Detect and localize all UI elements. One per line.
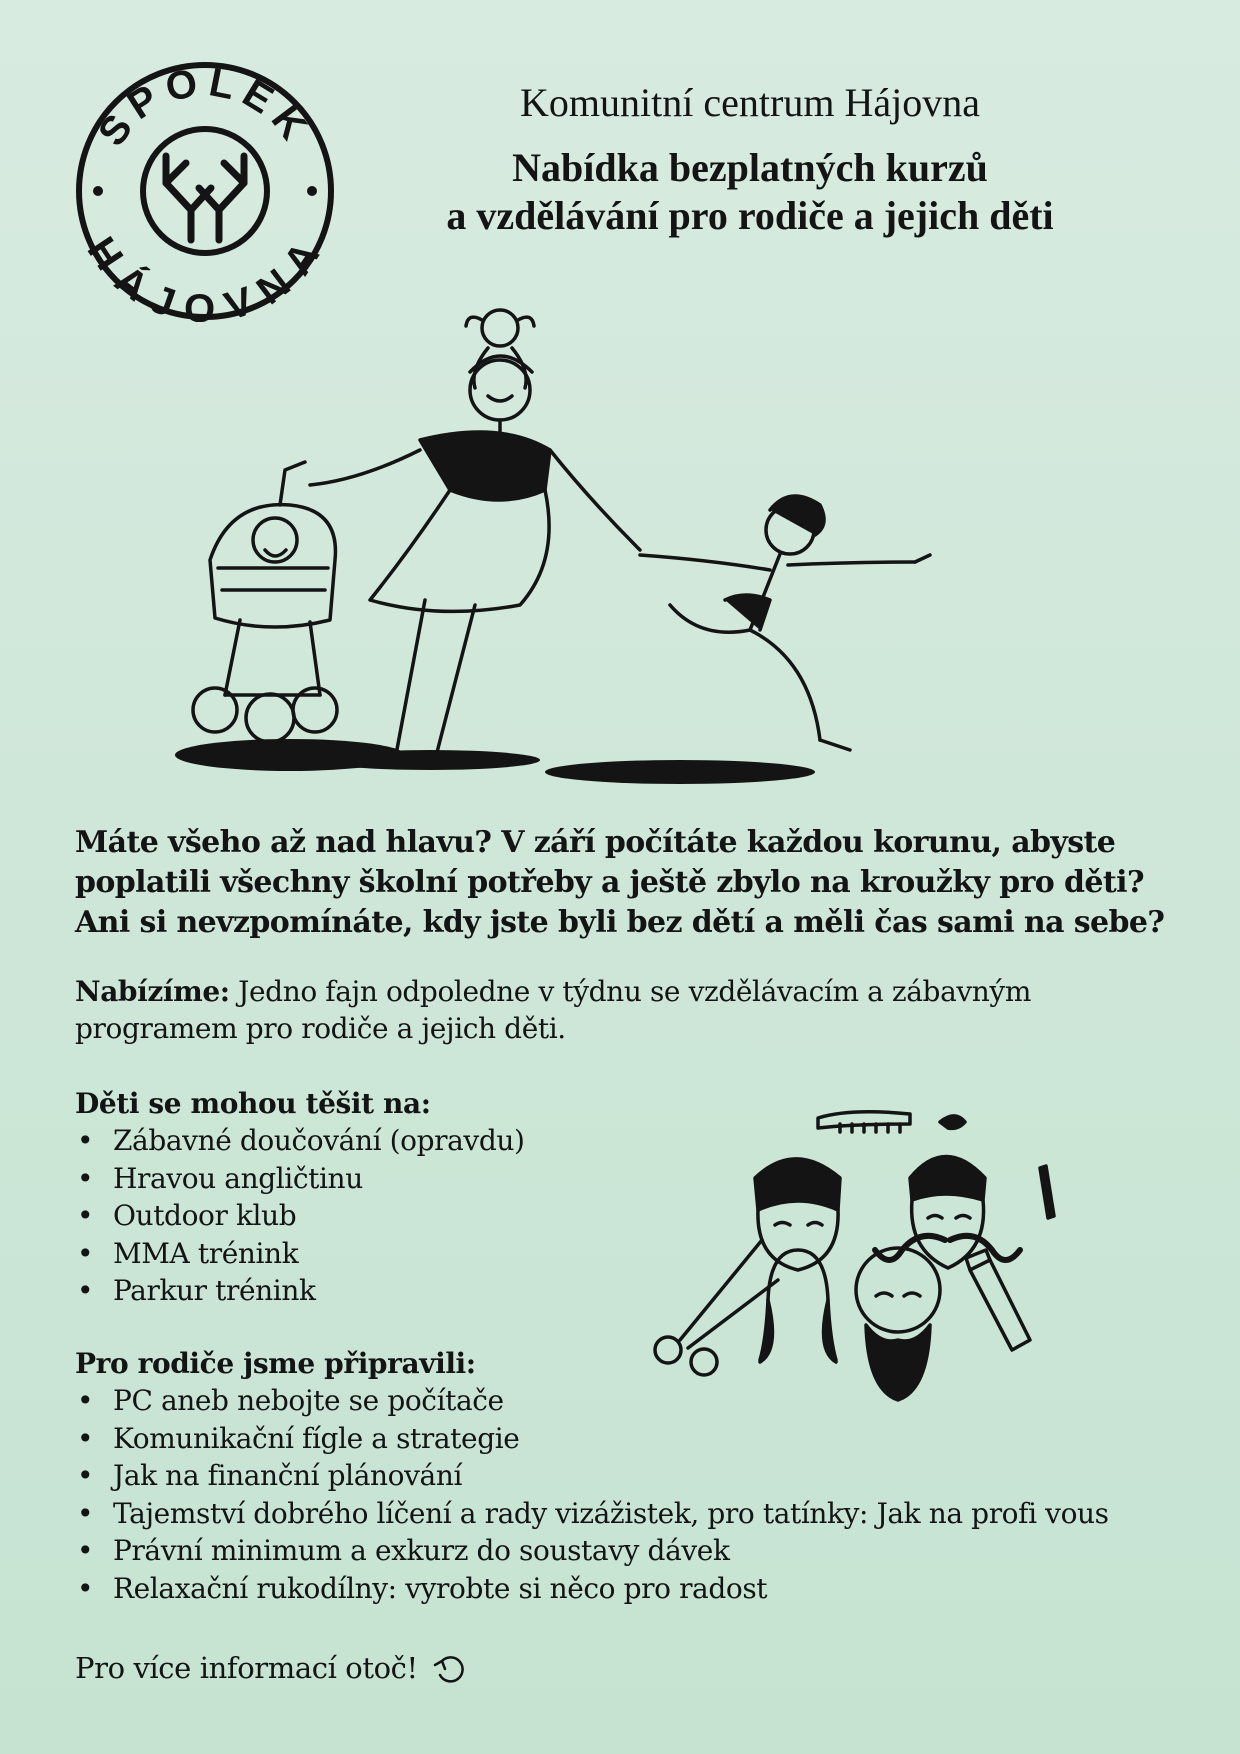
center-name: Komunitní centrum Hájovna [520,80,980,125]
bullet: • [77,1274,94,1307]
intro-line: poplatili všechny školní potřeby a ještě zbylo na kroužky pro děti? [75,865,1144,900]
parents-section [75,1345,1175,1607]
logo-ring-top-text: SPOLEK [89,60,320,155]
page-title [380,144,1120,240]
list-item-text: Outdoor klub [113,1199,297,1232]
list-item-text: Právní minimum a exkurz do soustavy dávek [113,1534,730,1567]
offer-line-1 [75,973,1125,1010]
footer [75,1648,466,1688]
parents-list [75,1382,1175,1607]
title-line-1: Nabídka bezplatných kurzů [512,145,988,190]
list-item [75,1495,1175,1533]
list-item-text: Parkur trénink [113,1274,316,1307]
list-item [75,1570,1175,1608]
offer-text: Jedno fajn odpoledne v týdnu se vzdělávacím a zábavným [229,975,1031,1008]
parents-heading: Pro rodiče jsme připravili: [75,1347,476,1380]
spolek-hajovna-logo [74,60,336,322]
list-item-text: MMA trénink [113,1236,299,1270]
offer-label: Nabízíme: [75,975,230,1008]
bullet: • [77,1384,94,1417]
bullet: • [77,1199,94,1232]
logo-ring-bottom-text: HÁJOVNA [78,229,332,322]
bullet: • [77,1459,94,1492]
list-item [75,1532,1175,1570]
list-item-text: Relaxační rukodílny: vyrobte si něco pro radost [113,1571,768,1605]
list-item [75,1457,1175,1495]
kids-heading: Děti se mohou těšit na: [75,1087,431,1120]
list-item-text: Komunikační fígle a strategie [113,1421,520,1455]
bullet: • [77,1571,94,1605]
title-line-2: a vzdělávání pro rodiče a jejich děti [446,193,1054,238]
list-item [75,1382,1175,1420]
intro-line: Ani si nevzpomínáte, kdy jste byli bez dětí a měli čas sami na sebe? [75,905,1165,940]
family-illustration [170,300,950,800]
bullet: • [77,1534,94,1567]
list-item-text: Zábavné doučování (opravdu) [113,1124,525,1157]
bullet: • [77,1161,94,1195]
list-item-text: Jak na finanční plánování [113,1459,463,1492]
offer-line-2: programem pro rodiče a jejich děti. [75,1012,566,1045]
footer-text: Pro více informací otoč! [75,1651,418,1685]
offer-paragraph [75,973,1125,1047]
bullet: • [77,1236,94,1270]
list-item-text: Hravou angličtinu [113,1161,363,1195]
list-item [75,1420,1175,1458]
bullet: • [77,1421,94,1455]
intro-line: Máte všeho až nad hlavu? V září počítáte každou korunu, abyste [75,825,1116,860]
turn-arrow-icon [432,1651,466,1685]
list-item-text: PC aneb nebojte se počítače [113,1384,504,1417]
list-item-text: Tajemství dobrého líčení a rady vizážistek, pro tatínky: Jak na profi vous [113,1496,1109,1530]
header [380,78,1120,240]
svg-text:SPOLEK [90,60,320,154]
bullet: • [77,1124,94,1157]
bullet: • [77,1496,94,1530]
intro-question [75,823,1165,943]
